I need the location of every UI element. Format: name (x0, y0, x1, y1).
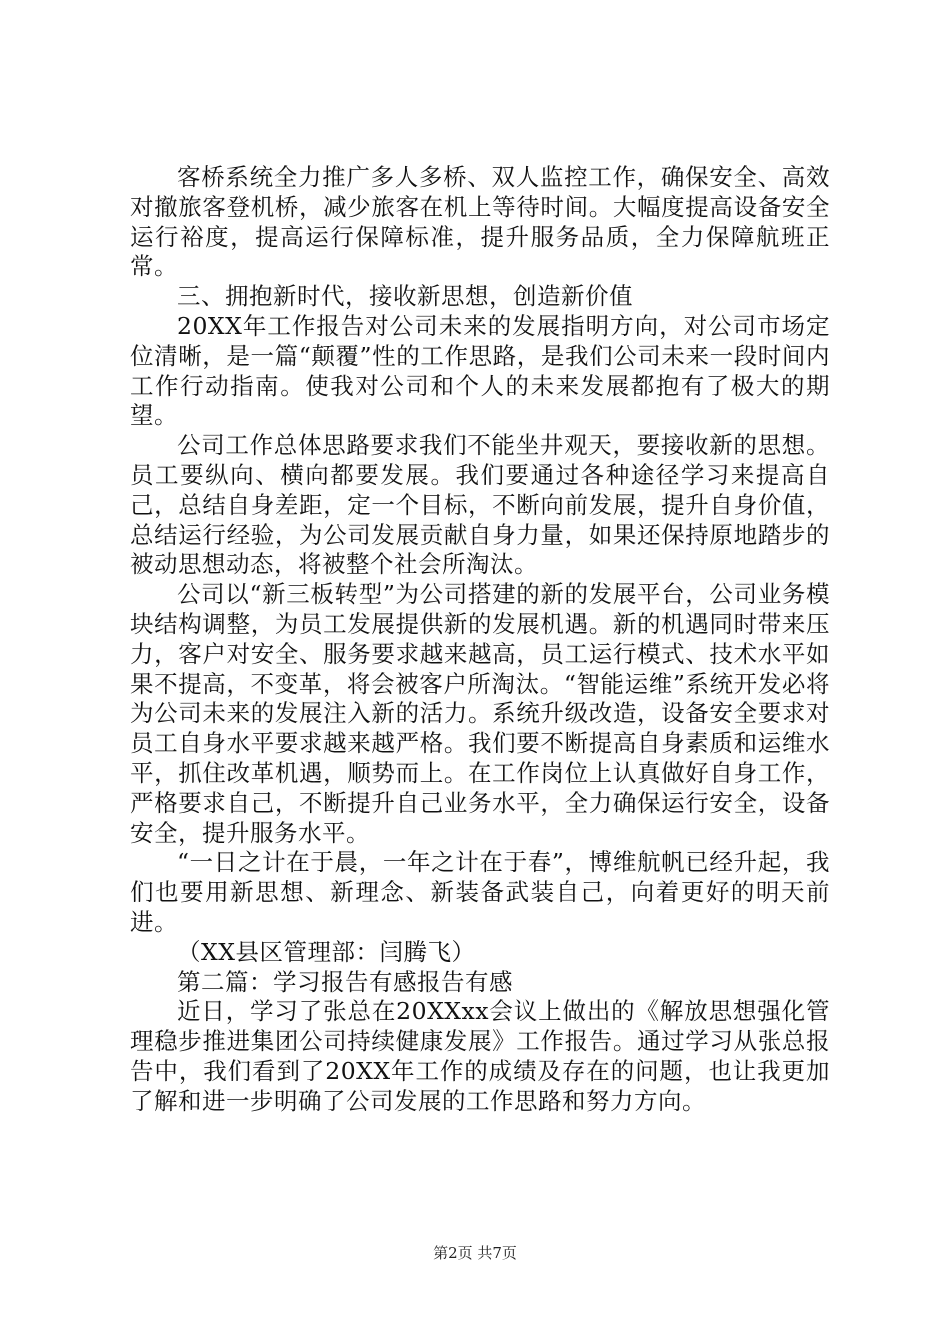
paragraph: 20XX年工作报告对公司未来的发展指明方向，对公司市场定位清晰，是一篇“颠覆”性的工作思路，是我们公司未来一段时间内工作行动指南。使我对公司和个人的未来发展都抱有了极大的期望。 (130, 311, 830, 430)
paragraph: 近日，学习了张总在20XXxx会议上做出的《解放思想强化管理稳步推进集团公司持续健康发展》工作报告。通过学习从张总报告中，我们看到了20XX年工作的成绩及存在的问题，也让我更加了解和进一步明确了公司发展的工作思路和努力方向。 (130, 997, 830, 1115)
paragraph: “一日之计在于晨，一年之计在于春”，博维航帆已经升起，我们也要用新思想、新理念、新装备武装自己，向着更好的明天前进。 (130, 848, 830, 936)
section-heading: 三、拥抱新时代，接收新思想，创造新价值 (177, 282, 633, 311)
document-body (130, 163, 830, 1117)
chapter-title: 第二篇：学习报告有感报告有感 (177, 967, 513, 996)
page-footer: 第2页 共7页 (433, 1244, 517, 1262)
paragraph: 客桥系统全力推广多人多桥、双人监控工作，确保安全、高效对撤旅客登机桥，减少旅客在机上等待时间。大幅度提高设备安全运行裕度，提高运行保障标准，提升服务品质，全力保障航班正常。 (130, 163, 830, 281)
paragraph: 公司以“新三板转型”为公司搭建的新的发展平台，公司业务模块结构调整，为员工发展提供新的发展机遇。新的机遇同时带来压力，客户对安全、服务要求越来越高，员工运行模式、技术水平如果不提高，不变革，将会被客户所淘汰。“智能运维”系统开发必将为公司未来的发展注入新的活力。系统升级改造，设备安全要求对员工自身水平要求越来越严格。我们要不断提高自身素质和运维水平，抓住改革机遇，顺势而上。在工作岗位上认真做好自身工作，严格要求自己，不断提升自己业务水平，全力确保运行安全，设备安全，提升服务水平。 (130, 580, 830, 847)
paragraph: 公司工作总体思路要求我们不能坐井观天，要接收新的思想。员工要纵向、横向都要发展。我们要通过各种途径学习来提高自己，总结自身差距，定一个目标，不断向前发展，提升自身价值，总结运行经验，为公司发展贡献自身力量，如果还保持原地踏步的被动思想动态，将被整个社会所淘汰。 (130, 431, 830, 579)
author-line: （XX县区管理部：闫腾飞） (177, 937, 476, 966)
